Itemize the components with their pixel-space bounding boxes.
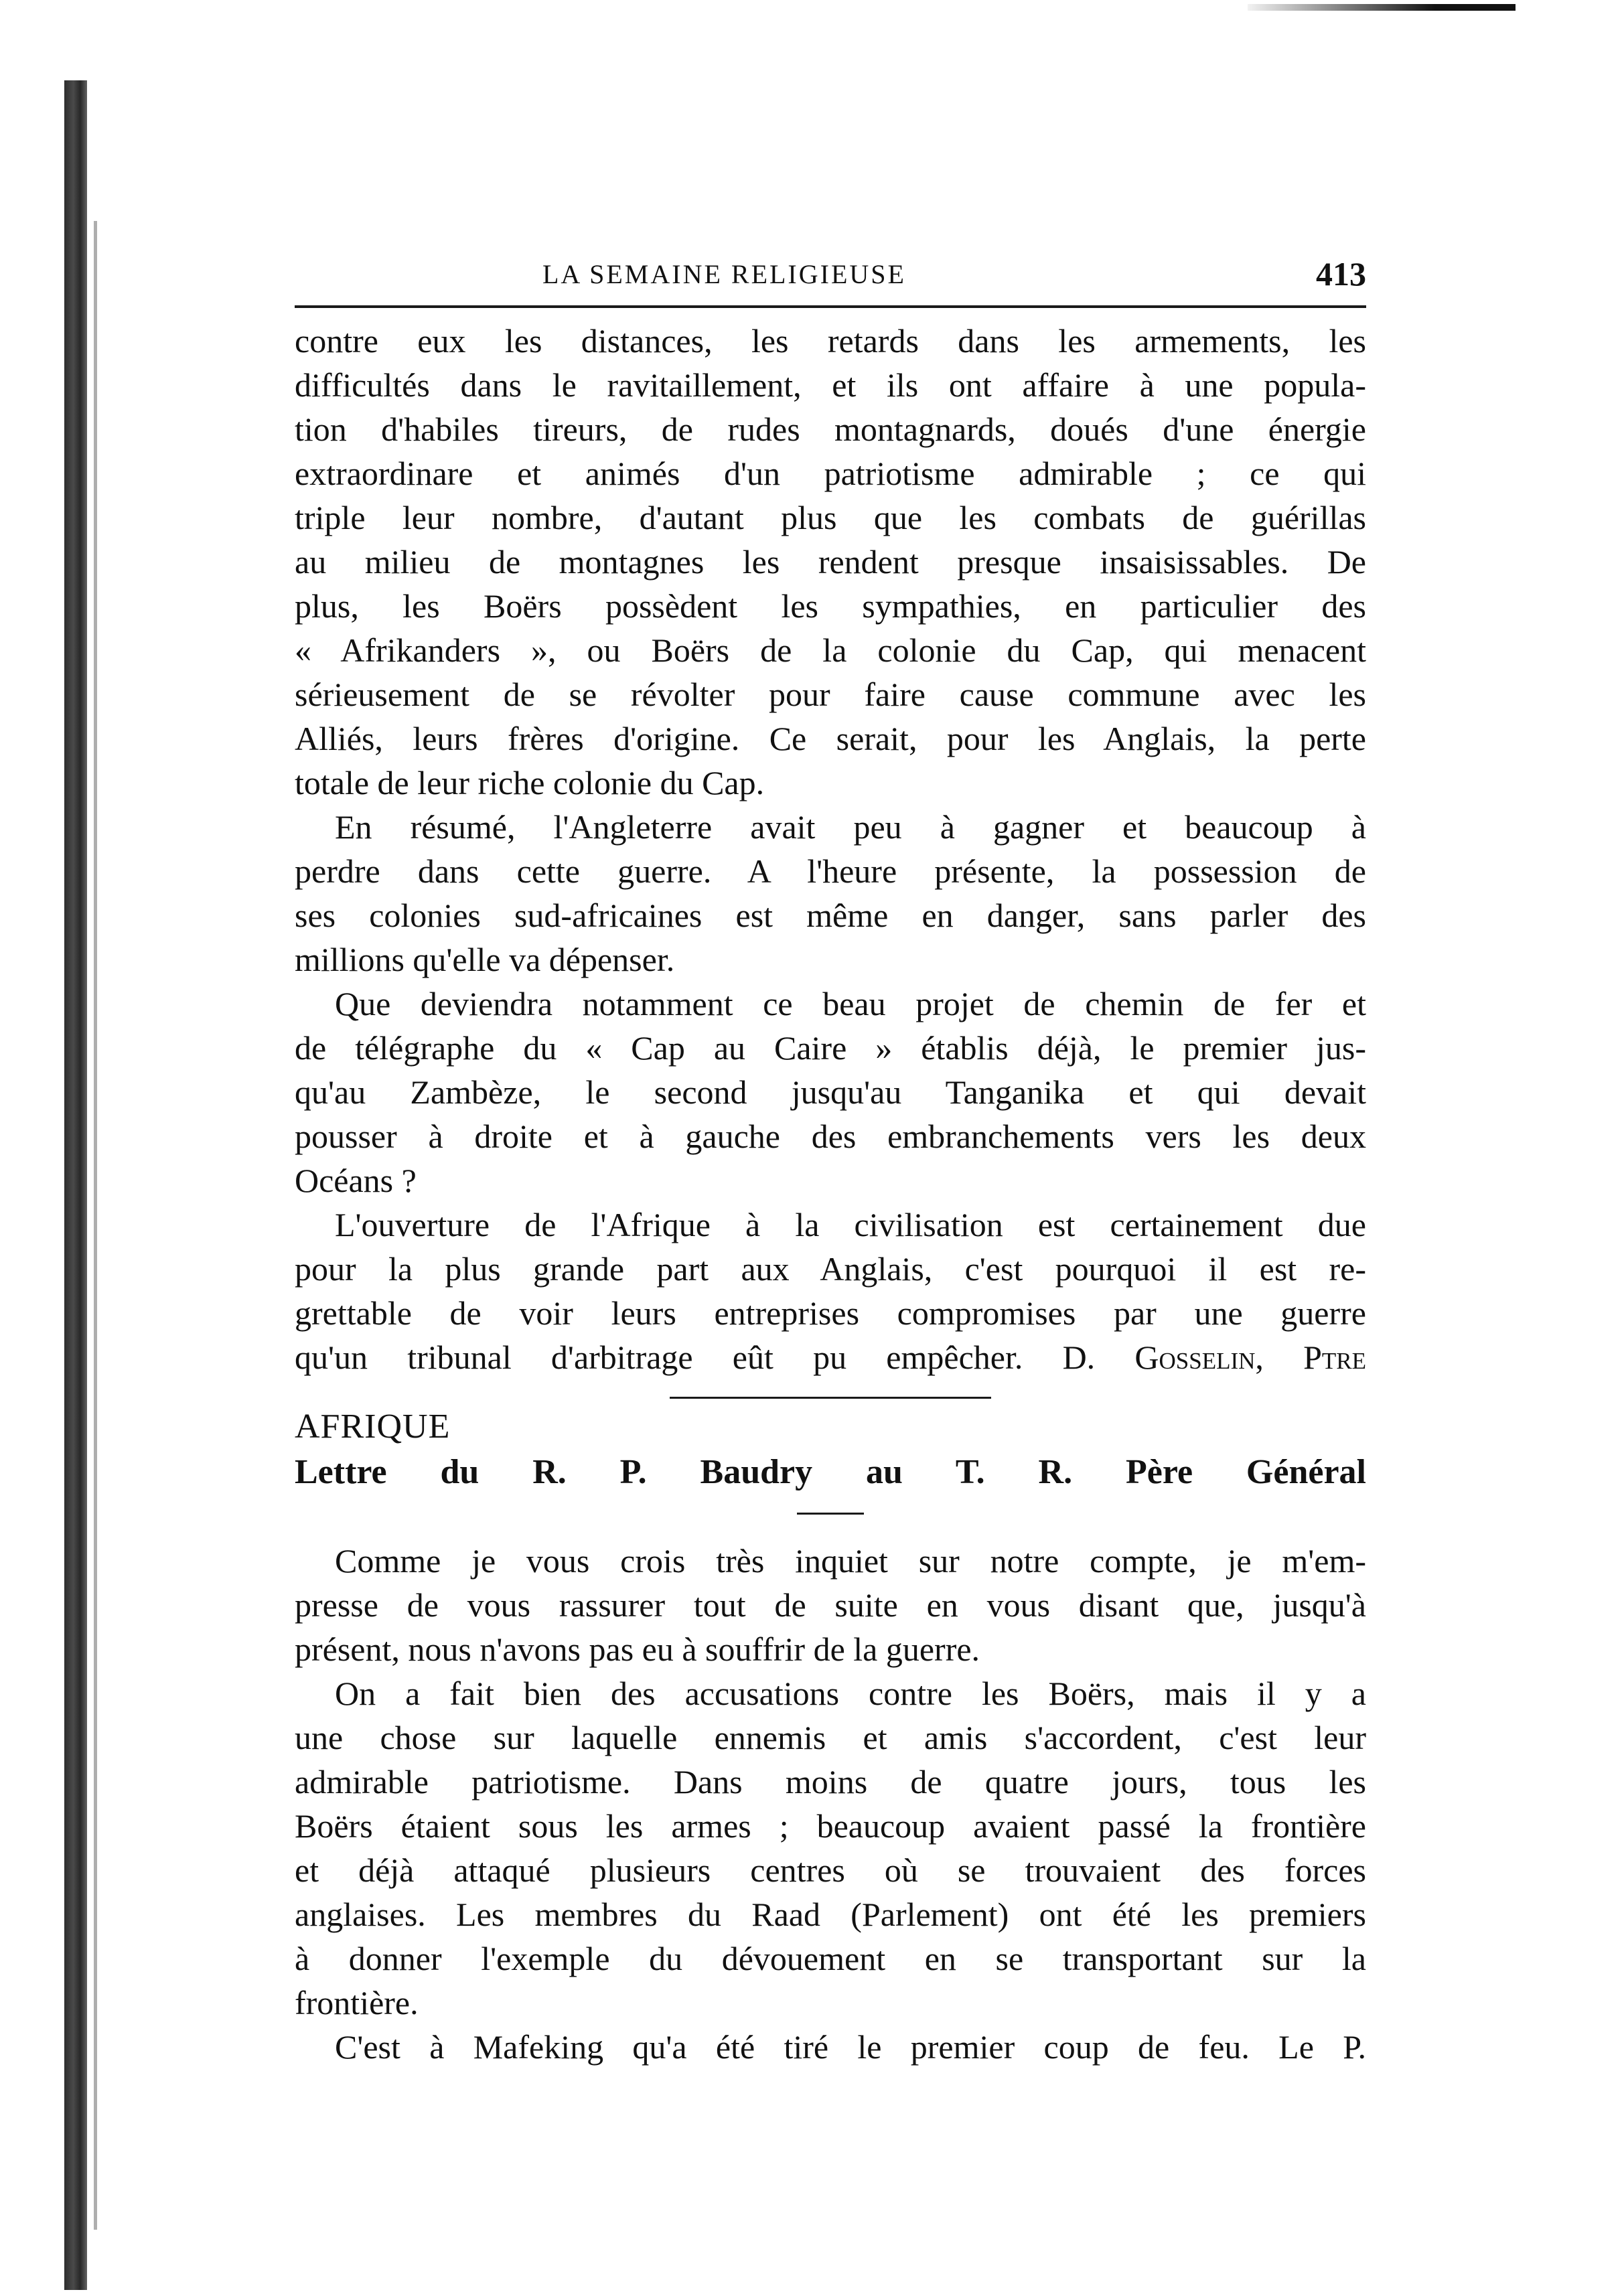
text-line: à donner l'exemple du dévouement en se transportant sur la <box>295 1940 1366 1977</box>
page-body <box>295 319 1366 2069</box>
text-line: qu'au Zambèze, le second jusqu'au Tanganika et qui devait <box>295 1073 1366 1111</box>
text-line: « Afrikanders », ou Boërs de la colonie du Cap, qui menacent <box>295 631 1366 669</box>
running-title: LA SEMAINE RELIGIEUSE <box>542 259 906 289</box>
text-line: admirable patriotisme. Dans moins de quatre jours, tous les <box>295 1763 1366 1801</box>
section-title: AFRIQUE <box>295 1407 451 1446</box>
section-dash <box>797 1513 864 1515</box>
text-line: tion d'habiles tireurs, de rudes montagnards, doués d'une énergie <box>295 410 1366 448</box>
signature: D. Gosselin, Ptre <box>1062 1338 1366 1376</box>
text-line-with-signature <box>295 1335 1366 1379</box>
text-line: En résumé, l'Angleterre avait peu à gagner et beaucoup à <box>335 808 1366 846</box>
binding-edge-shadow <box>94 221 97 2230</box>
section-subtitle: Lettre du R. P. Baudry au T. R. Père Général <box>295 1453 1366 1491</box>
text-line: sérieusement de se révolter pour faire cause commune avec les <box>295 676 1366 713</box>
text-line: contre eux les distances, les retards dans les armements, les <box>295 322 1366 360</box>
text-line: une chose sur laquelle ennemis et amis s'accordent, c'est leur <box>295 1719 1366 1756</box>
text-line: plus, les Boërs possèdent les sympathies, en particulier des <box>295 587 1366 625</box>
text-line: Alliés, leurs frères d'origine. Ce serait, pour les Anglais, la perte <box>295 720 1366 757</box>
text-line: grettable de voir leurs entreprises compromises par une guerre <box>295 1294 1366 1332</box>
binding-edge <box>64 80 87 2290</box>
text-line: On a fait bien des accusations contre les Boërs, mais il y a <box>335 1675 1366 1712</box>
text-line: et déjà attaqué plusieurs centres où se trouvaient des forces <box>295 1851 1366 1889</box>
text-line: pousser à droite et à gauche des embranchements vers les deux <box>295 1118 1366 1155</box>
text-line: extraordinare et animés d'un patriotisme admirable ; ce qui <box>295 455 1366 492</box>
text-line: C'est à Mafeking qu'a été tiré le premier coup de feu. Le P. <box>335 2028 1366 2066</box>
text-line: totale de leur riche colonie du Cap. <box>295 764 765 801</box>
text-line: au milieu de montagnes les rendent presque insaisissables. De <box>295 543 1366 581</box>
text-line: présent, nous n'avons pas eu à souffrir de la guerre. <box>295 1630 980 1668</box>
text-line: presse de vous rassurer tout de suite en vous disant que, jusqu'à <box>295 1586 1366 1624</box>
text-line: ses colonies sud-africaines est même en danger, sans parler des <box>295 897 1366 934</box>
text-line: Comme je vous crois très inquiet sur notre compte, je m'em- <box>335 1542 1366 1580</box>
text-line: Boërs étaient sous les armes ; beaucoup avaient passé la frontière <box>295 1807 1366 1845</box>
text-line: perdre dans cette guerre. A l'heure présente, la possession de <box>295 852 1366 890</box>
text-line: triple leur nombre, d'autant plus que les combats de guérillas <box>295 499 1366 536</box>
text-line: difficultés dans le ravitaillement, et ils ont affaire à une popula- <box>295 366 1366 404</box>
page-number: 413 <box>1316 255 1366 293</box>
header-rule <box>295 305 1366 308</box>
text-line: Océans ? <box>295 1162 417 1199</box>
section-rule <box>670 1397 991 1399</box>
text-line: pour la plus grande part aux Anglais, c'est pourquoi il est re- <box>295 1250 1366 1288</box>
running-head <box>295 254 1366 301</box>
text-line: frontière. <box>295 1984 419 2021</box>
corner-mark <box>1248 4 1516 11</box>
text-line: L'ouverture de l'Afrique à la civilisation est certainement due <box>335 1206 1366 1243</box>
text-line: millions qu'elle va dépenser. <box>295 941 675 978</box>
text-line: anglaises. Les membres du Raad (Parlement) ont été les premiers <box>295 1896 1366 1933</box>
text-line: Que deviendra notamment ce beau projet de chemin de fer et <box>335 985 1366 1022</box>
text-line: de télégraphe du « Cap au Caire » établis déjà, le premier jus- <box>295 1029 1366 1067</box>
text-line: qu'un tribunal d'arbitrage eût pu empêcher. <box>295 1338 1023 1376</box>
